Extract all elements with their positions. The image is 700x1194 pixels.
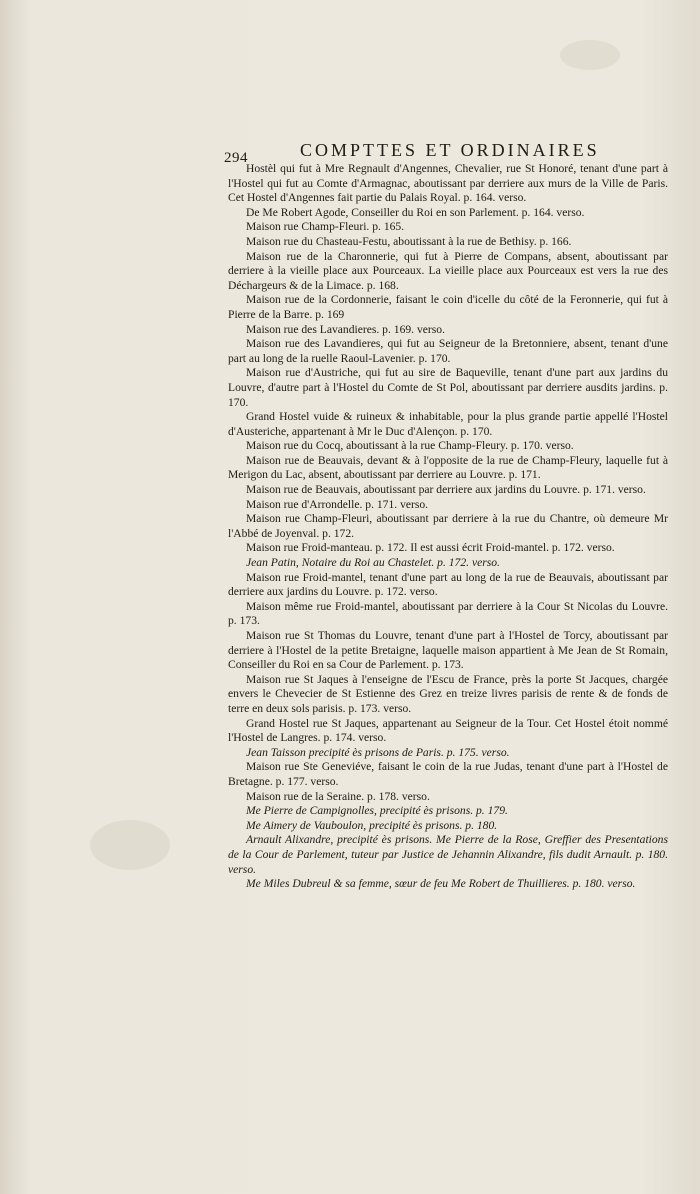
entry: Maison rue de la Seraine. p. 178. verso. (246, 789, 430, 803)
entry: Maison rue de Beauvais, devant & à l'opposite de la rue de Champ-Fleury, laquelle fut à Merigon du Lac, absent, aboutissant par derriere au Louvre. p. 171. (228, 453, 668, 482)
entry: Maison rue Champ-Fleuri, aboutissant par derriere à la rue du Chantre, où demeure Mr l'Abbé de Joyenval. p. 172. (228, 512, 668, 540)
entry: Maison rue Champ-Fleuri. p. 165. (246, 220, 405, 234)
entry: Maison rue de Beauvais, aboutissant par derriere aux jardins du Louvre. p. 171. verso. (246, 483, 646, 497)
entry-italic: Arnault Alixandre, precipité ès prisons. Me Pierre de la Rose, Greffier des Presentations de la Cour de Parlement, tuteur par Justice de Jehannin Alixandre, fils dudit Arnault. p. 180. verso. (228, 833, 668, 876)
entry: Maison rue du Chasteau-Festu, aboutissant à la rue de Bethisy. p. 166. (246, 234, 572, 248)
entry: Maison même rue Froid-mantel, aboutissant par derriere à la Cour St Nicolas du Louvre. p. 173. (228, 599, 668, 628)
entry: Maison rue des Lavandieres, qui fut au Seigneur de la Bretonniere, absent, tenant d'une part au long de la ruelle Raoul-Lavenier. p. 170. (228, 337, 668, 365)
entry: Maison rue d'Arrondelle. p. 171. verso. (246, 497, 429, 511)
entry-list (228, 162, 668, 892)
entry: Maison rue du Cocq, aboutissant à la rue Champ-Fleury. p. 170. verso. (246, 439, 574, 453)
paper-stain (90, 820, 170, 870)
entry: Maison rue de la Cordonnerie, faisant le coin d'icelle du côté de la Feronnerie, qui fut à Pierre de la Barre. p. 169 (228, 293, 668, 321)
page-number: 294 (224, 150, 248, 166)
entry: Maison rue Froid-mantel, tenant d'une part au long de la rue de Beauvais, aboutissant par derriere aux jardins du Louvre. p. 172. verso. (228, 570, 668, 599)
entry: Maison rue St Thomas du Louvre, tenant d'une part à l'Hostel de Torcy, aboutissant par derriere à l'Hostel de la petite Bretaigne, laquelle maison appartient à Me Jean de St Romain, Conseiller du Roi en sa Cour de Parlement. p. 173. (228, 629, 668, 672)
entry: Maison rue Ste Geneviéve, faisant le coin de la rue Judas, tenant d'une part à l'Hostel de Bretagne. p. 177. verso. (228, 760, 668, 788)
entry: De Me Robert Agode, Conseiller du Roi en son Parlement. p. 164. verso. (246, 205, 585, 219)
entry: Maison rue des Lavandieres. p. 169. verso. (246, 322, 445, 336)
entry: Maison rue d'Austriche, qui fut au sire de Baqueville, tenant d'une part aux jardins du Louvre, d'autre part à l'Hostel du Comte de St Pol, aboutissant par derriere ausdits jardins. p. 170. (228, 366, 668, 409)
entry-italic: Me Miles Dubreul & sa femme, sœur de feu Me Robert de Thuillieres. p. 180. verso. (246, 877, 636, 891)
entry: Maison rue St Jaques à l'enseigne de l'Escu de France, près la porte St Jacques, chargée envers le Chevecier de St Estienne des Grez en treize livres parisis de rente & de fonds de terre en deux sols parisis. p. 173. verso. (228, 672, 668, 715)
running-head: COMPTTES ET ORDINAIRES (300, 140, 600, 160)
entry-italic: Jean Patin, Notaire du Roi au Chastelet. p. 172. verso. (246, 556, 500, 570)
paper-stain (560, 40, 620, 70)
entry: Grand Hostel vuide & ruineux & inhabitable, pour la plus grande partie appellé l'Hostel d'Austeriche, appartenant à Mr le Duc d'Alençon. p. 170. (228, 410, 668, 438)
entry: Hostèl qui fut à Mre Regnault d'Angennes, Chevalier, rue St Honoré, tenant d'une part à l'Hostel qui fut au Comte d'Armagnac, aboutissant par derriere aux murs de la Ville de Paris. Cet Hostel d'Angennes fait partie du Palais Royal. p. 164. verso. (228, 162, 668, 205)
entry-italic: Me Pierre de Campignolles, precipité ès prisons. p. 179. (246, 804, 508, 818)
entry: Maison rue Froid-manteau. p. 172. Il est aussi écrit Froid-mantel. p. 172. verso. (246, 541, 615, 555)
entry-italic: Me Aimery de Vauboulon, precipité ès prisons. p. 180. (246, 818, 498, 832)
entry-italic: Jean Taisson precipité ès prisons de Paris. p. 175. verso. (246, 745, 510, 759)
entry: Grand Hostel rue St Jaques, appartenant au Seigneur de la Tour. Cet Hostel étoit nommé l'Hostel de Langres. p. 174. verso. (228, 716, 668, 745)
entry: Maison rue de la Charonnerie, qui fut à Pierre de Compans, absent, aboutissant par derriere à la vieille place aux Pourceaux. La vieille place aux Pourceaux est vers la rue des Déchargeurs & de la Limace. p. 168. (228, 249, 668, 292)
